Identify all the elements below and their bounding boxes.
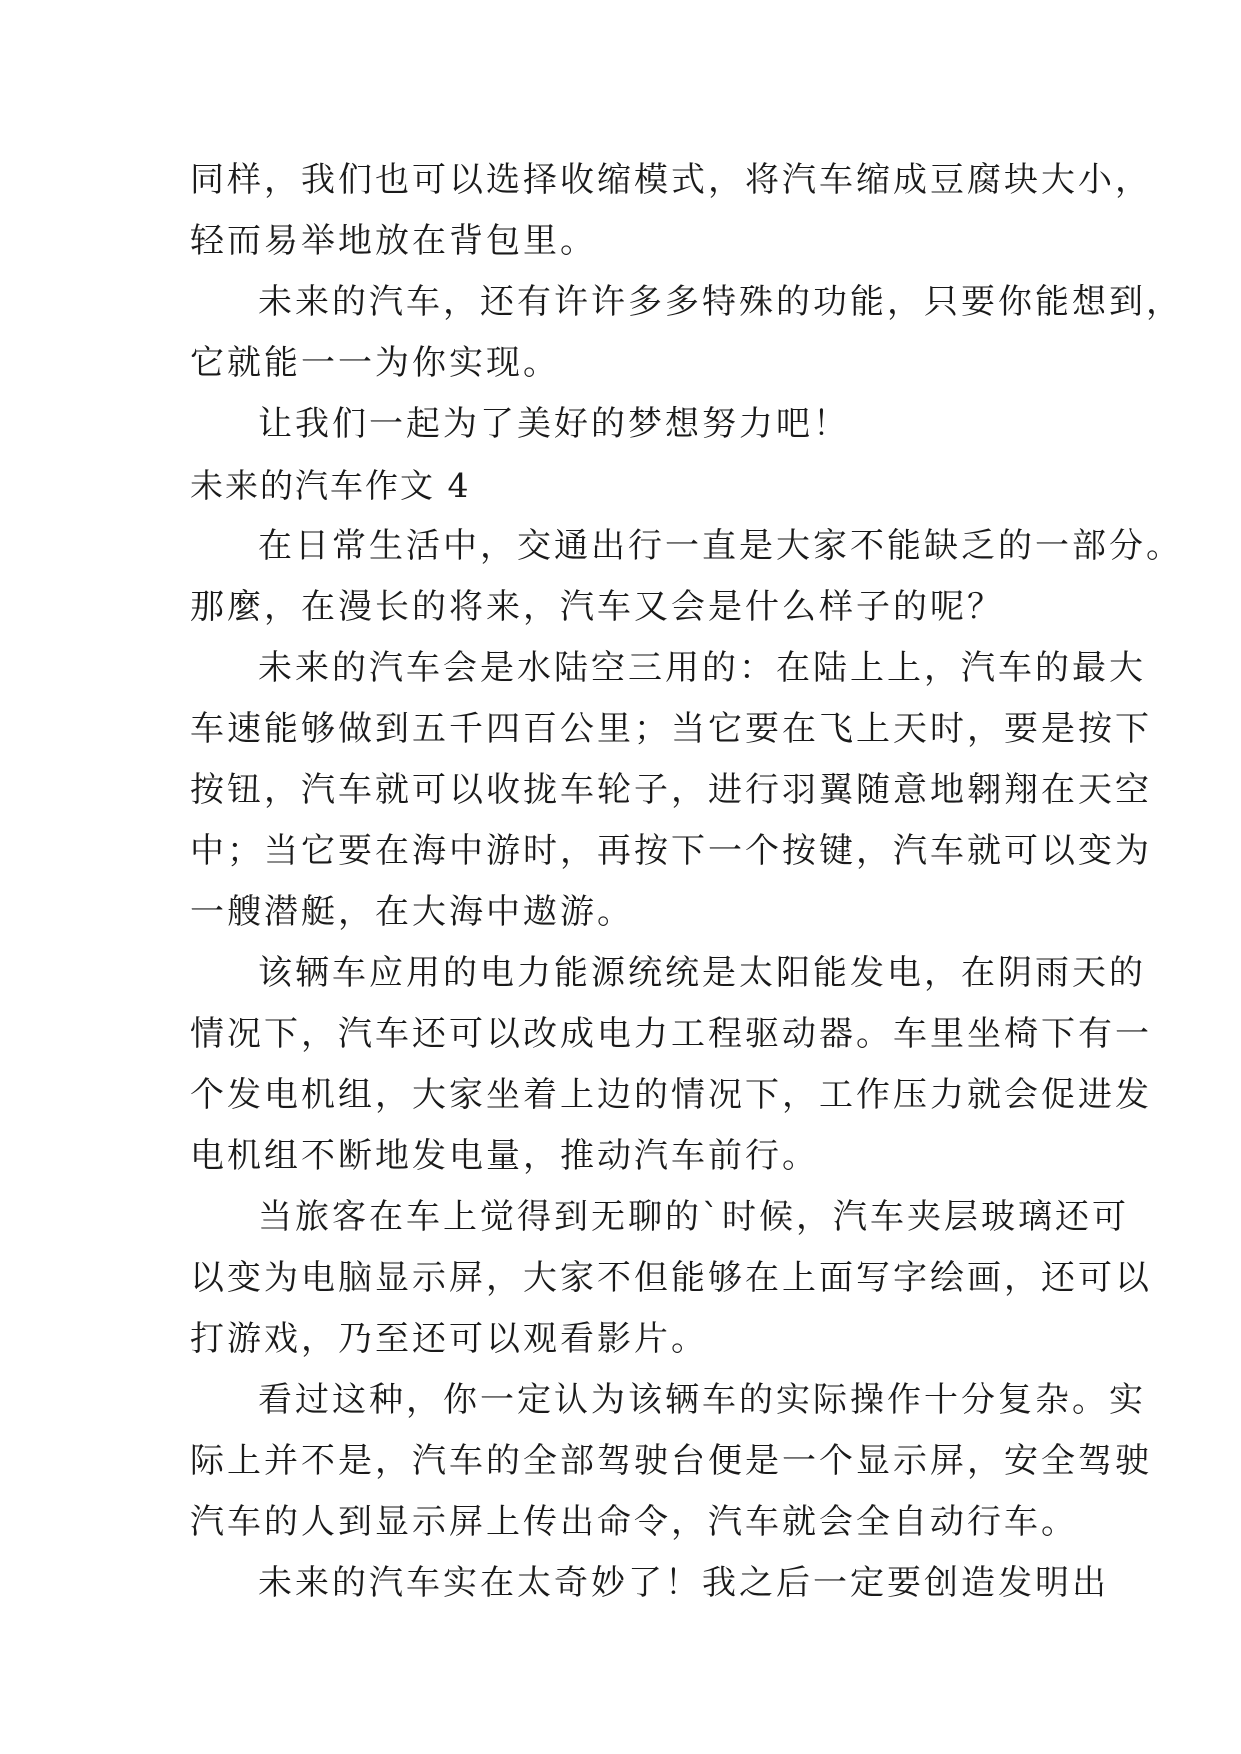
paragraph-start-line: 该辆车应用的电力能源统统是太阳能发电，在阴雨天的	[258, 953, 1146, 993]
paragraph-start-line: 当旅客在车上觉得到无聊的`时候，汽车夹层玻璃还可	[258, 1197, 1129, 1237]
paragraph-start-line: 未来的汽车实在太奇妙了！我之后一定要创造发明出	[258, 1563, 1109, 1603]
text-line: 轻而易举地放在背包里。	[190, 221, 597, 261]
text-line: 情况下，汽车还可以改成电力工程驱动器。车里坐椅下有一	[190, 1014, 1152, 1054]
text-line: 打游戏，乃至还可以观看影片。	[190, 1319, 708, 1359]
paragraph-start-line: 在日常生活中，交通出行一直是大家不能缺乏的一部分。	[258, 526, 1183, 566]
text-line: 中；当它要在海中游时，再按下一个按键，汽车就可以变为	[190, 831, 1152, 871]
text-line: 同样，我们也可以选择收缩模式，将汽车缩成豆腐块大小，	[190, 160, 1152, 200]
text-line: 车速能够做到五千四百公里；当它要在飞上天时，要是按下	[190, 709, 1152, 749]
paragraph-start-line: 让我们一起为了美好的梦想努力吧！	[258, 404, 850, 444]
text-line: 以变为电脑显示屏，大家不但能够在上面写字绘画，还可以	[190, 1258, 1152, 1298]
text-line: 个发电机组，大家坐着上边的情况下，工作压力就会促进发	[190, 1075, 1152, 1115]
paragraph-start-line: 看过这种，你一定认为该辆车的实际操作十分复杂。实	[258, 1380, 1146, 1420]
text-line: 按钮，汽车就可以收拢车轮子，进行羽翼随意地翱翔在天空	[190, 770, 1152, 810]
text-line: 汽车的人到显示屏上传出命令，汽车就会全自动行车。	[190, 1502, 1078, 1542]
paragraph-start-line: 未来的汽车会是水陆空三用的：在陆上上，汽车的最大	[258, 648, 1146, 688]
paragraph-start-line: 未来的汽车，还有许许多多特殊的功能，只要你能想到，	[258, 282, 1183, 322]
text-line: 它就能一一为你实现。	[190, 343, 560, 383]
text-line: 际上并不是，汽车的全部驾驶台便是一个显示屏，安全驾驶	[190, 1441, 1152, 1481]
section-heading: 未来的汽车作文 4	[190, 466, 471, 505]
text-line: 电机组不断地发电量，推动汽车前行。	[190, 1136, 819, 1176]
text-line: 那麼，在漫长的将来，汽车又会是什么样子的呢？	[190, 587, 1004, 627]
document-body	[190, 150, 1183, 1614]
text-line: 一艘潜艇，在大海中遨游。	[190, 892, 634, 932]
